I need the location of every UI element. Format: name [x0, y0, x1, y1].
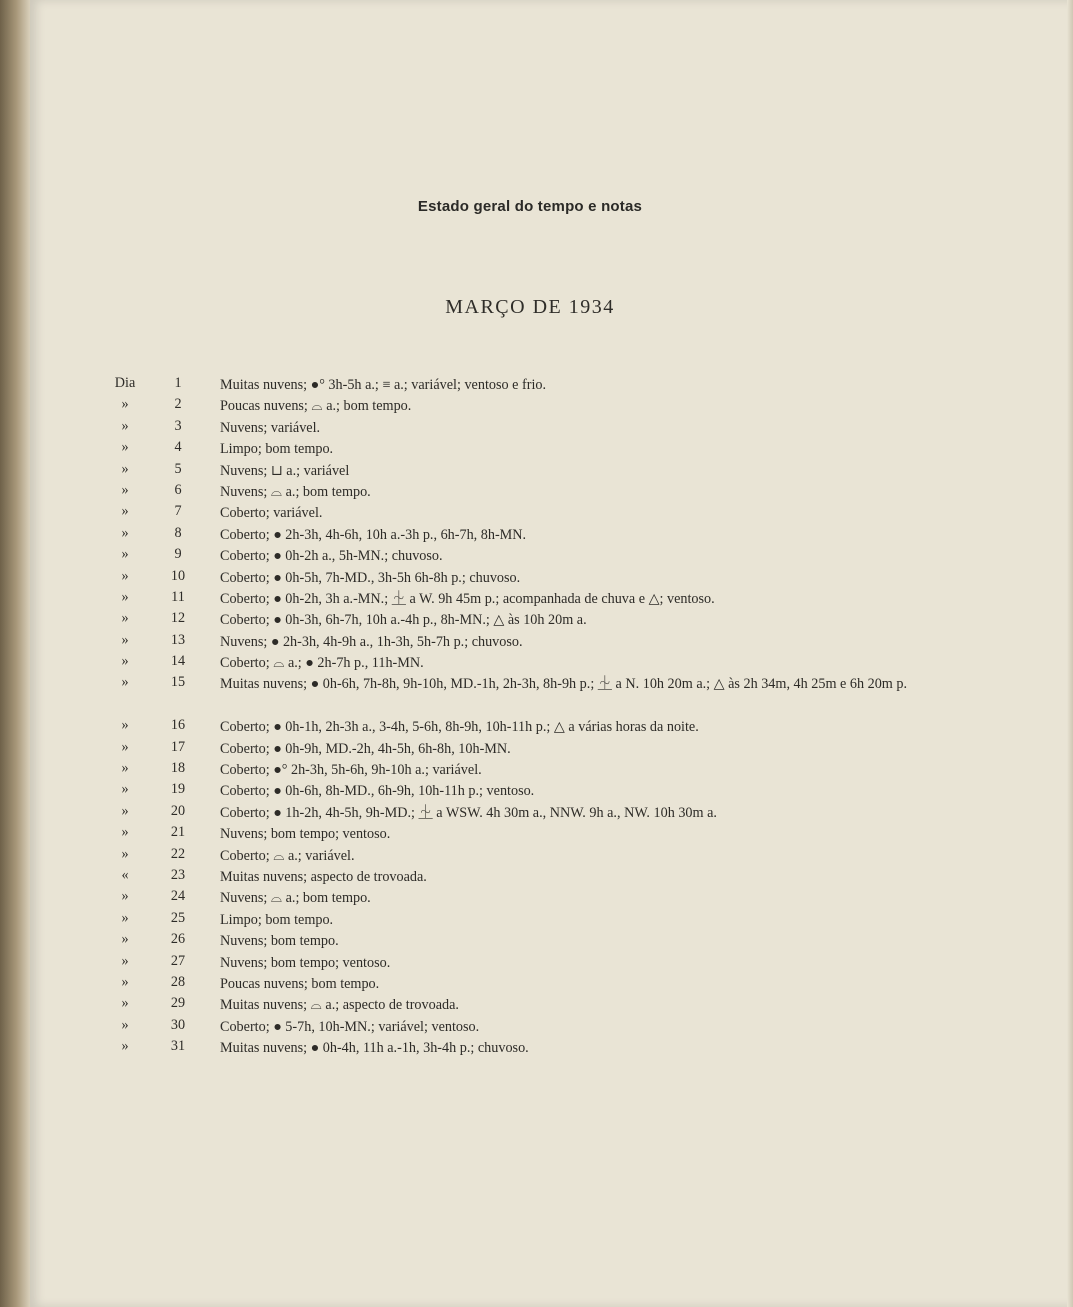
row-label: »	[121, 717, 129, 734]
day-number: 25	[170, 909, 186, 926]
day-number: 14	[170, 653, 186, 670]
weather-note: Nuvens; ● 2h-3h, 4h-9h a., 1h-3h, 5h-7h p.; chuvoso.	[220, 633, 523, 650]
table-row	[30, 910, 1073, 931]
table-row	[30, 1017, 1073, 1038]
weather-note: Coberto; ● 1h-2h, 4h-5h, 9h-MD.; ⏈ a WSW. 4h 30m a., NNW. 9h a., NW. 10h 30m a.	[220, 804, 717, 821]
table-row	[30, 461, 1073, 482]
table-row	[30, 1038, 1073, 1059]
day-number: 28	[170, 973, 186, 990]
weather-note: Nuvens; ⌓ a.; bom tempo.	[220, 890, 371, 907]
weather-note: Muitas nuvens; ●° 3h-5h a.; ≡ a.; variável; ventoso e frio.	[220, 377, 547, 393]
row-label: »	[121, 524, 129, 541]
weather-note: Poucas nuvens; ⌓ a.; bom tempo.	[220, 398, 412, 415]
table-row	[30, 931, 1073, 952]
section-title: Estado geral do tempo e notas	[417, 198, 643, 215]
weather-note: Muitas nuvens; ● 0h-6h, 7h-8h, 9h-10h, MD.-1h, 2h-3h, 8h-9h p.; ⏈ a N. 10h 20m a.; △ às 2h 34m, 4h 25m e 6h 20m p.	[220, 676, 908, 693]
weather-note: Poucas nuvens; bom tempo.	[220, 975, 380, 992]
day-number: 16	[170, 717, 186, 734]
day-number: 7	[174, 503, 182, 520]
table-row	[30, 503, 1073, 524]
weather-note: Coberto; ⌓ a.; variável.	[220, 847, 355, 864]
table-row	[30, 888, 1073, 909]
weather-note: Coberto; ● 0h-2h, 3h a.-MN.; ⏈ a W. 9h 45m p.; acompanhada de chuva e △; ventoso.	[220, 590, 715, 607]
table-row	[30, 867, 1073, 888]
row-label: »	[121, 888, 129, 905]
day-number: 31	[170, 1038, 186, 1055]
day-number: 19	[170, 781, 186, 798]
row-label: »	[121, 503, 129, 520]
weather-note: Nuvens; bom tempo; ventoso.	[220, 826, 391, 843]
row-label: «	[121, 867, 129, 883]
day-number: 17	[170, 738, 186, 755]
row-label: »	[121, 396, 129, 413]
day-number: 15	[170, 674, 186, 691]
row-label: »	[121, 610, 129, 627]
weather-note: Coberto; ● 2h-3h, 4h-6h, 10h a.-3h p., 6h-7h, 8h-MN.	[220, 526, 527, 543]
day-number: 20	[170, 802, 186, 819]
table-row	[30, 846, 1073, 867]
day-number: 11	[171, 588, 185, 605]
day-number: 30	[170, 1016, 186, 1033]
row-label: »	[121, 781, 129, 798]
weather-note: Coberto; ●° 2h-3h, 5h-6h, 9h-10h a.; variável.	[220, 762, 482, 779]
day-number: 22	[170, 845, 186, 862]
weather-note: Nuvens; ⊔ a.; variável	[220, 462, 350, 479]
table-row	[30, 589, 1073, 610]
table-row	[30, 482, 1073, 503]
day-number: 18	[170, 760, 186, 777]
row-label: »	[121, 952, 129, 969]
table-row	[30, 824, 1073, 845]
day-number: 4	[174, 439, 182, 456]
weather-note: Coberto; ● 0h-3h, 6h-7h, 10h a.-4h p., 8h-MN.; △ às 10h 20m a.	[220, 612, 587, 629]
table-row	[30, 781, 1073, 802]
row-label: »	[121, 588, 129, 605]
day-number: 8	[174, 524, 182, 541]
day-number: 2	[174, 396, 182, 413]
table-row	[30, 396, 1073, 417]
day-number: 5	[174, 460, 182, 477]
row-label: »	[121, 909, 129, 926]
table-row	[30, 717, 1073, 738]
table-row	[30, 525, 1073, 546]
month-title: MARÇO DE 1934	[445, 296, 615, 318]
day-number: 10	[170, 567, 186, 584]
weather-note: Coberto; ● 0h-1h, 2h-3h a., 3-4h, 5-6h, 8h-9h, 10h-11h p.; △ a várias horas da noite.	[220, 719, 699, 736]
weather-note: Nuvens; bom tempo; ventoso.	[220, 954, 391, 971]
document-page	[30, 0, 1073, 1307]
row-label: »	[121, 1038, 129, 1055]
day-number: 24	[170, 888, 186, 905]
row-label: »	[121, 802, 129, 819]
weather-note: Limpo; bom tempo.	[220, 441, 334, 458]
day-number: 9	[174, 546, 182, 563]
row-label: »	[121, 439, 129, 456]
day-number: 26	[170, 931, 186, 948]
row-label: »	[121, 567, 129, 584]
weather-note: Coberto; ● 5-7h, 10h-MN.; variável; ventoso.	[220, 1018, 480, 1035]
row-label: Dia	[114, 375, 136, 391]
weather-note: Nuvens; variável.	[220, 419, 321, 436]
row-label: »	[121, 481, 129, 498]
weather-note: Coberto; variável.	[220, 505, 323, 522]
row-label: »	[121, 845, 129, 862]
table-row	[30, 439, 1073, 460]
row-label: »	[121, 995, 129, 1012]
day-number: 12	[170, 610, 186, 627]
weather-note: Coberto; ● 0h-5h, 7h-MD., 3h-5h 6h-8h p.; chuvoso.	[220, 569, 521, 586]
day-number: 27	[170, 952, 186, 969]
table-row	[30, 568, 1073, 589]
row-label: »	[121, 417, 129, 434]
weather-note: Nuvens; bom tempo.	[220, 933, 339, 950]
day-number: 29	[170, 995, 186, 1012]
weather-note: Coberto; ● 0h-2h a., 5h-MN.; chuvoso.	[220, 548, 443, 565]
day-number: 13	[170, 631, 186, 648]
row-label: »	[121, 824, 129, 841]
table-row	[30, 739, 1073, 760]
row-label: »	[121, 653, 129, 670]
book-spine	[0, 0, 30, 1307]
table-row	[30, 674, 1073, 717]
row-label: »	[121, 631, 129, 648]
row-label: »	[121, 674, 129, 691]
table-row	[30, 974, 1073, 995]
table-row	[30, 375, 1073, 396]
weather-note: Muitas nuvens; ⌓ a.; aspecto de trovoada.	[220, 997, 459, 1014]
table-row	[30, 418, 1073, 439]
table-row	[30, 546, 1073, 567]
day-number: 21	[170, 824, 186, 841]
weather-note: Limpo; bom tempo.	[220, 911, 334, 928]
row-label: »	[121, 931, 129, 948]
weather-note: Coberto; ● 0h-9h, MD.-2h, 4h-5h, 6h-8h, 10h-MN.	[220, 740, 511, 757]
row-label: »	[121, 460, 129, 477]
row-label: »	[121, 760, 129, 777]
row-label: »	[121, 546, 129, 563]
weather-note: Coberto; ● 0h-6h, 8h-MD., 6h-9h, 10h-11h p.; ventoso.	[220, 783, 535, 800]
row-label: »	[121, 973, 129, 990]
day-number: 6	[174, 481, 182, 498]
table-row	[30, 803, 1073, 824]
day-number: 3	[174, 417, 182, 434]
day-number: 23	[170, 867, 186, 883]
row-label: »	[121, 1016, 129, 1033]
weather-note: Muitas nuvens; aspecto de trovoada.	[220, 869, 427, 885]
row-label: »	[121, 738, 129, 755]
table-row	[30, 953, 1073, 974]
table-row	[30, 760, 1073, 781]
table-row	[30, 653, 1073, 674]
weather-note: Nuvens; ⌓ a.; bom tempo.	[220, 483, 371, 500]
table-row	[30, 632, 1073, 653]
day-number: 1	[174, 375, 182, 391]
table-row	[30, 610, 1073, 631]
weather-note: Coberto; ⌓ a.; ● 2h-7h p., 11h-MN.	[220, 655, 424, 672]
weather-note: Muitas nuvens; ● 0h-4h, 11h a.-1h, 3h-4h p.; chuvoso.	[220, 1040, 529, 1057]
weather-notes-list	[30, 375, 1073, 1060]
table-row	[30, 995, 1073, 1016]
